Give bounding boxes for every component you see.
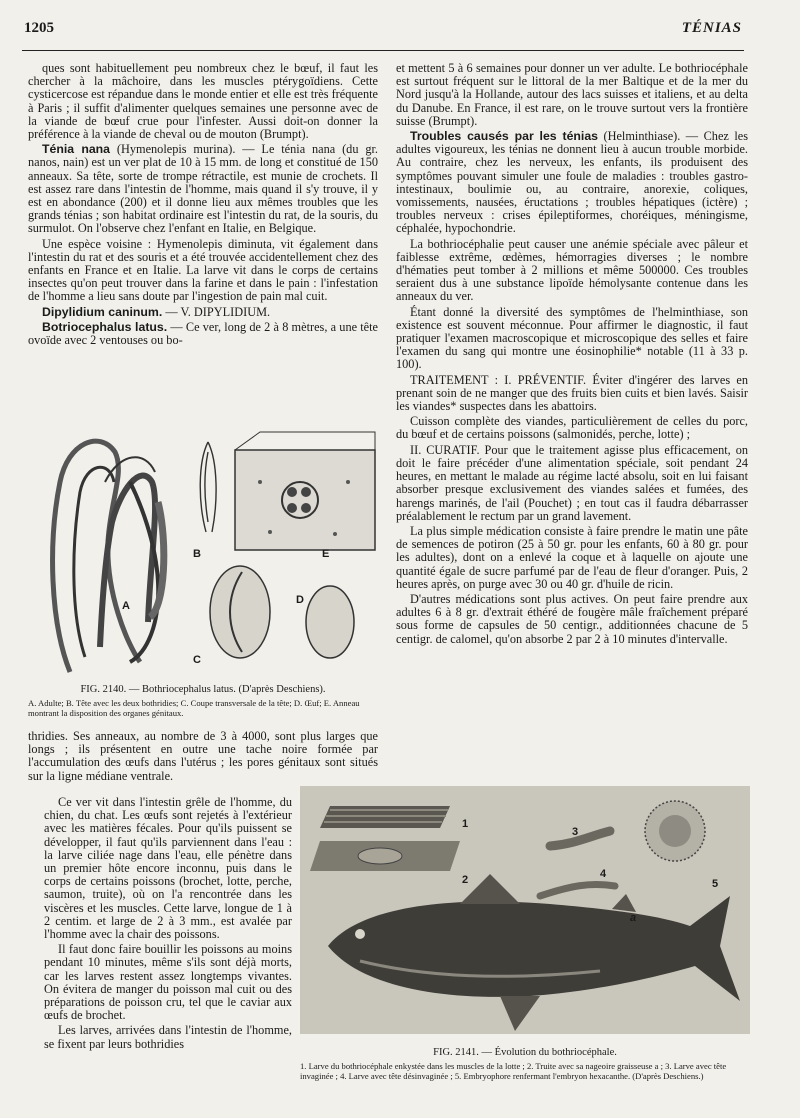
paragraph-text: La plus simple médication consiste à faire prendre le matin une pâte de semences de potiron (25 à 50 gr. pour les enfants, 60 à 80 gr. pour les adultes), dont on a enlevé la coque et à laquelle on ajoute une quantité égale de sucre parfumé par de l'eau de fleur d'oranger. Puis, 2 heures après, on purge avec 30 ou 40 gr. d'huile de ricin. bbox=[396, 523, 748, 591]
paragraph-text: D'autres médications sont plus actives. On peut faire prendre aux adultes 6 à 8 gr. d'extrait éthéré de fougère mâle fraîchement préparé sous forme de capsules de 50 centigr., additionnées chacune de 5 centigr. de calomel, qu'on absorbe 2 par 2 à 10 minutes d'intervalle. bbox=[396, 591, 748, 646]
fig2140-label-a: A bbox=[122, 600, 130, 612]
figure-2141 bbox=[300, 786, 750, 1034]
fig2141-label-a: a bbox=[630, 912, 637, 924]
fig2141-label-1: 1 bbox=[462, 818, 469, 830]
paragraph-text: Les larves, arrivées dans l'intestin de l'homme, se fixent par leurs bothridies bbox=[44, 1023, 292, 1051]
fig2140-legend: A. Adulte; B. Tête avec les deux bothridies; C. Coupe transversale de la tête; D. Œuf; E. Anneau montrant la disposition des organes génitaux. bbox=[28, 698, 360, 718]
fig2141-label-5: 5 bbox=[712, 878, 719, 890]
fig2140-label-b: B bbox=[193, 548, 201, 560]
fig2141-label-3: 3 bbox=[572, 826, 579, 838]
paragraph bbox=[396, 306, 748, 372]
paragraph bbox=[28, 730, 378, 783]
paragraph-text: Ce ver vit dans l'intestin grêle de l'homme, du chien, du chat. Les œufs sont rejetés à l'extérieur avec les matières fécales. Pour qu'ils puissent se développer, il faut qu'ils parviennent dans l'eau : la larve ciliée nage dans l'eau, elle pénètre dans un premier hôte encore inconnu, puis dans le corps de certains poissons (brochet, lotte, perche, saumon, truite), où on l'a rencontrée dans les viscères et les muscles. Cette larve, longue de 1 à 2 centim. et large de 2 à 3 mm., est avalée par l'homme avec la chair des poissons. bbox=[44, 795, 292, 942]
entry-term: Botriocephalus latus. bbox=[42, 319, 168, 334]
paragraph bbox=[396, 374, 748, 414]
figure-2140 bbox=[30, 422, 380, 680]
paragraph bbox=[396, 525, 748, 591]
page-number: 1205 bbox=[24, 20, 54, 36]
paragraph-text: La bothriocéphalie peut causer une anémie spéciale avec pâleur et faiblesse extrême, œdèmes, hémorragies diverses ; le nombre d'hématies peut tomber à 2 millions et même 500000. Ces troubles seraient dus à une substance lipoïde hémolysante contenue dans les anneaux du ver. bbox=[396, 236, 748, 304]
egg-drawing bbox=[306, 586, 354, 658]
larva-evaginated-drawing bbox=[540, 884, 615, 896]
paragraph bbox=[28, 62, 378, 141]
paragraph bbox=[44, 943, 292, 1022]
trout-drawing bbox=[328, 874, 740, 1031]
running-title: TÉNIAS bbox=[681, 20, 742, 36]
fig2140-label-c: C bbox=[193, 654, 201, 666]
paragraph bbox=[44, 1024, 292, 1050]
paragraph bbox=[396, 238, 748, 304]
larva-invaginated-drawing bbox=[550, 831, 610, 846]
paragraph-text: (Hymenolepis murina). — Le ténia nana (du gr. nanos, nain) est un ver plat de 10 à 15 mm. de long et constitué de 150 anneaux. Sa tête, sorte de trompe rétractile, est munie de crochets. Il est assez rare dans l'intestin de l'homme, mais quand il s'y trouve, il y est en abondance (200) et il donne lieu aux mêmes troubles que les grands ténias ; son habitat ordinaire est l'intestin du rat, de la souris, du surmulot. On l'observe chez l'enfant en Italie, en Belgique. bbox=[28, 142, 378, 236]
paragraph-text: — V. DIPYLIDIUM. bbox=[165, 304, 271, 319]
paragraph-text: Cuisson complète des viandes, particulièrement de celles du porc, du bœuf et de certains poissons (salmonidés, perche, lotte) ; bbox=[396, 414, 748, 442]
fig2140-title: FIG. 2140. — Bothriocephalus latus. (D'après Deschiens). bbox=[80, 684, 326, 695]
paragraph bbox=[28, 238, 378, 304]
paragraph-text: et mettent 5 à 6 semaines pour donner un ver adulte. Le bothriocéphale est surtout fréquent sur le littoral de la mer Baltique et de la mer du Nord jusqu'à la Hollande, autour des lacs suisses et italiens, et au delta du Danube. En France, il est rare, on le trouve surtout vers la frontière suisse (Brumpt). bbox=[396, 61, 748, 128]
paragraph-text: Éviter d'ingérer des larves en prenant soin de ne manger que des fruits bien cuits et bien lavés. Saisir les viandes* suspectes dans les abattoirs. bbox=[396, 372, 748, 414]
fish-illustration bbox=[300, 786, 750, 1034]
fig2140-label-d: D bbox=[296, 594, 304, 606]
adult-worm-drawing bbox=[53, 441, 164, 672]
paragraph bbox=[396, 415, 748, 441]
muscle-cyst-drawing bbox=[310, 806, 460, 871]
fig2141-title: FIG. 2141. — Évolution du bothriocéphale. bbox=[433, 1047, 617, 1058]
section-heading: TRAITEMENT : I. PRÉVENTIF. bbox=[410, 372, 587, 387]
ring-drawing bbox=[235, 432, 375, 550]
paragraph bbox=[28, 306, 378, 319]
paragraph bbox=[396, 444, 748, 523]
paragraph-text: Il faut donc faire bouillir les poissons au moins pendant 10 minutes, même s'ils sont déjà morts, car les larves restent assez longtemps vivantes. On évitera de manger du poisson mal cuit ou des préparations de poisson cru, tel que le caviar aux œufs de brochet. bbox=[44, 942, 292, 1023]
entry-term: Dipylidium caninum. bbox=[42, 304, 163, 319]
paragraph bbox=[396, 62, 748, 128]
header-rule bbox=[22, 50, 744, 51]
paragraph-text: Pour que le traitement agisse plus efficacement, on doit le faire précéder d'une alimentation spéciale, soit pendant 24 heures, en mettant le malade au régime lacté absolu, soit en lui faisant absorber presque exclusivement des viandes salées et fumées, des harengs marinés, de l'ail (Pouchet) ; en tout cas il faudra débarrasser préalablement le rectum par un grand lavement. bbox=[396, 442, 748, 523]
paragraph-text: Une espèce voisine : Hymenolepis diminuta, vit également dans l'intestin du rat et des souris et a été trouvée accidentellement chez des enfants en France et en Italie. La larve vit dans le corps de certains insectes qu'on peut trouver dans la farine et dans le pain : l'infestation de l'homme a lieu sans doute par l'ingestion de pain mal cuit. bbox=[28, 236, 378, 304]
entry-term: Ténia nana bbox=[42, 142, 111, 157]
fig2141-legend: 1. Larve du bothriocéphale enkystée dans les muscles de la lotte ; 2. Truite avec sa nageoire graisseuse a ; 3. Larve avec tête invaginée ; 4. Larve avec tête désinvaginée ; 5. Embryophore renfermant l'embryon hexacanthe. (D'après Deschiens.) bbox=[300, 1061, 727, 1081]
fig2141-label-2: 2 bbox=[462, 874, 469, 886]
fig2141-label-4: 4 bbox=[600, 868, 607, 880]
paragraph-text: (Helminthiase). — Chez les adultes vigoureux, les ténias ne donnent lieu à aucun trouble morbide. Au contraire, chez les nerveux, les enfants, ils produisent des symptômes pouvant simuler une foule de maladies : troubles gastro-intestinaux, boulimie ou, au contraire, anorexie, coliques, vomissements, nausées, éructations ; troubles hépatiques (ictère) ; troubles nerveux : crises épileptiformes, choréiques, méningisme, céphalée, hypochondrie. bbox=[396, 129, 748, 236]
left-column-top bbox=[28, 62, 378, 349]
left-column-middle bbox=[28, 730, 378, 785]
paragraph-text: ques sont habituellement peu nombreux chez le bœuf, il faut les chercher à la mâchoire, dans les muscles ptérygoïdiens. Cette cysticercose est répandue dans le monde entier et elle est très fréquente à Paris ; il suffit d'alimenter quelques semaines une personne avec de la viande de bœuf crue pour l'infester. Aussi doit-on donner la préférence à la viande de cheval ou de mouton (Brumpt). bbox=[28, 61, 378, 142]
entry-term: Troubles causés par les ténias bbox=[410, 129, 599, 144]
embryophore-drawing bbox=[645, 801, 705, 861]
right-column bbox=[396, 62, 748, 648]
paragraph bbox=[28, 321, 378, 347]
paragraph-text: Étant donné la diversité des symptômes de l'helminthiase, son existence est souvent méconnue. Pour affirmer le diagnostic, il faut pratiquer l'examen macroscopique et microscopique des selles et faire l'examen du sang qui montre une éosinophilie* notable (11 à 33 p. 100). bbox=[396, 304, 748, 372]
fig2140-label-e: E bbox=[322, 548, 330, 560]
paragraph bbox=[396, 593, 748, 646]
section-heading: II. CURATIF. bbox=[410, 442, 480, 457]
paragraph bbox=[28, 143, 378, 235]
left-column-bottom bbox=[44, 796, 292, 1053]
paragraph-text: — Ce ver, long de 2 à 8 mètres, a une tête ovoïde avec 2 ventouses ou bo- bbox=[28, 319, 379, 348]
paragraph-text: thridies. Ses anneaux, au nombre de 3 à 4000, sont plus larges que longs ; ils présentent en outre une tache noire formée par l'accumulation des œufs dans l'utérus ; les pores génitaux sont situés sur la ligne médiane ventrale. bbox=[28, 729, 378, 783]
cross-section-drawing bbox=[210, 566, 270, 658]
paragraph bbox=[44, 796, 292, 941]
paragraph bbox=[396, 130, 748, 236]
head-drawing bbox=[200, 442, 216, 532]
